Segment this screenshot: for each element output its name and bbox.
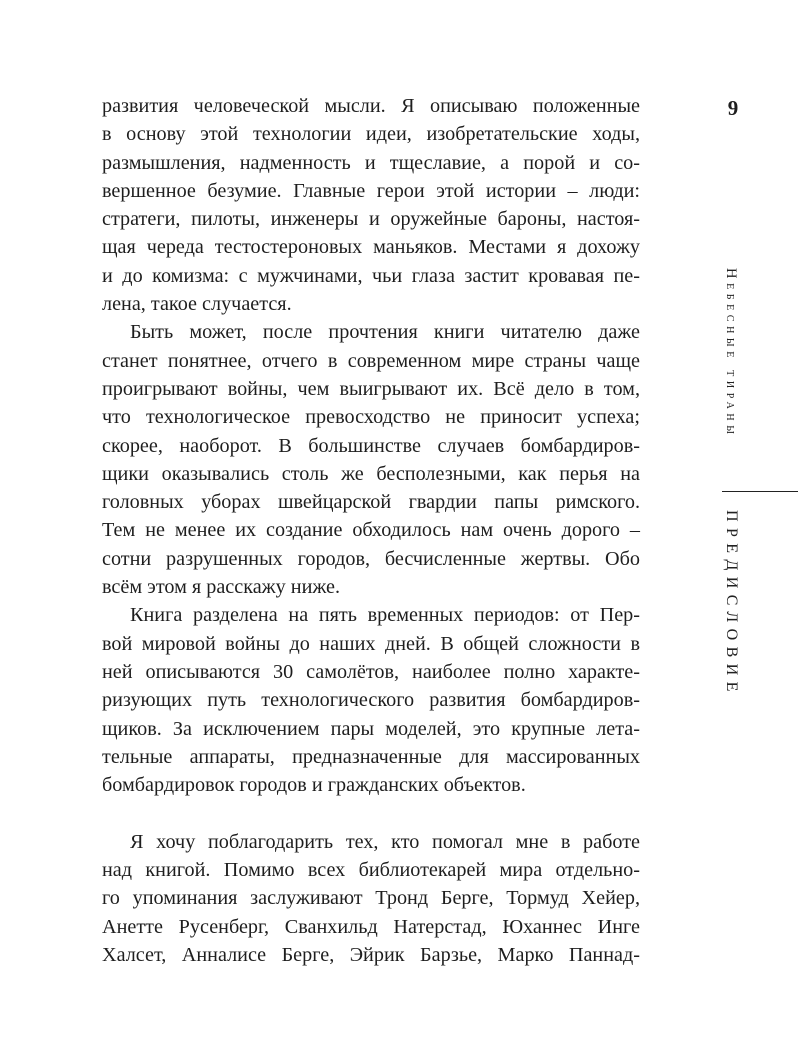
text-line: го упоминания заслуживают Тронд Берге, Тормуд Хейер, <box>102 887 640 910</box>
text-line: Халсет, Анналисе Берге, Эйрик Барзье, Марко Паннад- <box>102 943 640 966</box>
text-line: щиков. За исключением пары моделей, это крупные лета- <box>102 717 640 740</box>
text-line: размышления, надменность и тщеславие, а порой и со- <box>102 151 640 174</box>
text-line: щая череда тестостероновых маньяков. Местами я дохожу <box>102 236 640 259</box>
text-line: стратеги, пилоты, инженеры и оружейные бароны, настоя- <box>102 208 640 231</box>
text-line: сотни разрушенных городов, бесчисленные жертвы. Обо <box>102 547 640 570</box>
running-head <box>718 268 748 708</box>
text-line: Книга разделена на пять временных периодов: от Пер- <box>130 604 640 627</box>
paragraph-3 <box>102 601 640 799</box>
text-line: станет понятнее, отчего в современном мире страны чаще <box>102 349 640 372</box>
text-line: что технологическое превосходство не приносит успеха; <box>102 406 640 429</box>
text-line: скорее, наоборот. В большинстве случаев бомбардиров- <box>102 434 640 457</box>
running-head-book-title: Небесные тираны <box>723 268 739 439</box>
page-number: 9 <box>727 96 739 120</box>
text-line: щики оказывались столь же бесполезными, как перья на <box>102 462 640 485</box>
body-text <box>102 92 640 969</box>
text-line: вой мировой войны до наших дней. В общей сложности в <box>102 632 640 655</box>
text-line: тельные аппараты, предназначенные для массированных <box>102 745 640 768</box>
text-line: Я хочу поблагодарить тех, кто помогал мне в работе <box>130 830 640 853</box>
text-line: ней описываются 30 самолётов, наиболее полно характе- <box>102 660 640 683</box>
text-line: и до комизма: с мужчинами, чьи глаза застит кровавая пе- <box>102 264 640 287</box>
text-line: Тем не менее их создание обходилось нам очень дорого – <box>102 519 640 542</box>
text-line: Анетте Русенберг, Сванхильд Натерстад, Юханнес Инге <box>102 915 640 938</box>
text-line: ризующих путь технологического развития бомбардиров- <box>102 689 640 712</box>
text-line: Быть может, после прочтения книги читателю даже <box>130 321 640 344</box>
text-line: вершенное безумие. Главные герои этой истории – люди: <box>102 179 640 202</box>
paragraph-4 <box>102 828 640 969</box>
running-head-section-title: ПРЕДИСЛОВИЕ <box>723 510 740 698</box>
paragraph-1 <box>102 92 640 318</box>
running-head-divider <box>722 491 798 492</box>
section-gap <box>102 799 640 827</box>
paragraph-2 <box>102 318 640 601</box>
text-line: в основу этой технологии идеи, изобретательские ходы, <box>102 123 640 146</box>
text-line: над книгой. Помимо всех библиотекарей мира отдельно- <box>102 859 640 882</box>
text-line: развития человеческой мысли. Я описываю положенные <box>102 95 640 117</box>
text-line: всём этом я расскажу ниже. <box>102 576 341 599</box>
text-line: лена, такое случается. <box>102 293 292 316</box>
text-line: бомбардировок городов и гражданских объектов. <box>102 774 526 797</box>
text-line: проигрывают войны, чем выигрывают их. Всё дело в том, <box>102 377 640 400</box>
text-line: головных уборах швейцарской гвардии папы римского. <box>102 491 640 514</box>
